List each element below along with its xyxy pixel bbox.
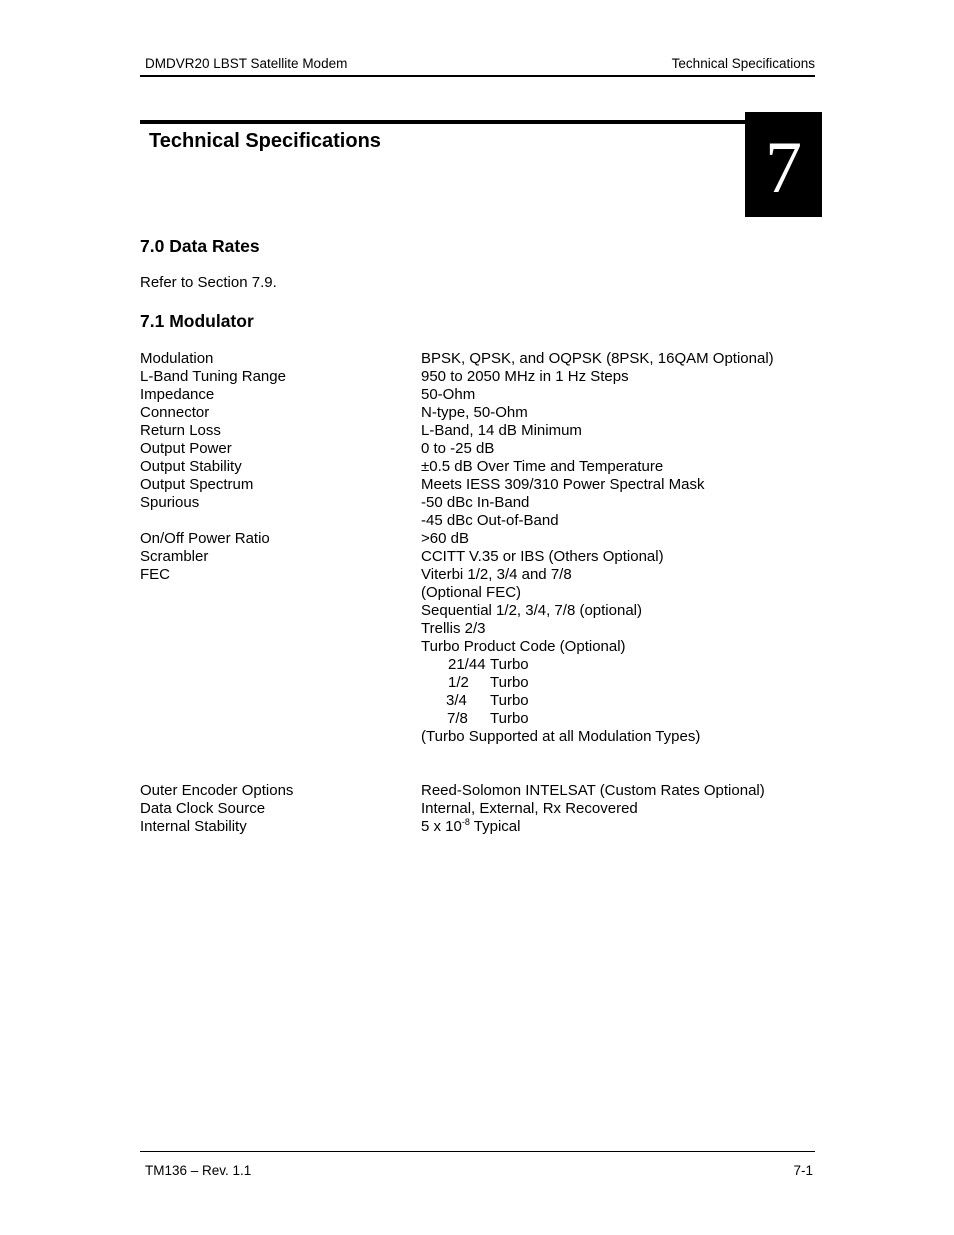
- spec-label: Output Stability: [140, 458, 242, 475]
- header-section-title: Technical Specifications: [671, 56, 815, 71]
- spec-value: Meets IESS 309/310 Power Spectral Mask: [421, 476, 705, 493]
- spec-label: Data Clock Source: [140, 800, 266, 817]
- turbo-rate: 1/2: [448, 674, 469, 691]
- spec-value: Internal, External, Rx Recovered: [421, 800, 638, 817]
- spec-label: Scrambler: [140, 548, 209, 565]
- turbo-label: Turbo: [490, 656, 529, 673]
- page-header: [140, 55, 815, 77]
- spec-value: CCITT V.35 or IBS (Others Optional): [421, 548, 664, 565]
- spec-label: FEC: [140, 566, 170, 583]
- data-rates-text: Refer to Section 7.9.: [140, 274, 277, 291]
- spec-label: Spurious: [140, 494, 200, 511]
- chapter-number-box: [745, 112, 822, 217]
- turbo-rate: 21/44: [448, 656, 486, 673]
- turbo-label: Turbo: [490, 674, 529, 691]
- stability-suffix: Typical: [469, 818, 521, 835]
- spec-label: Internal Stability: [140, 818, 247, 835]
- footer-page-number: 7-1: [793, 1163, 813, 1178]
- spec-label: On/Off Power Ratio: [140, 530, 270, 547]
- spec-value: (Optional FEC): [421, 584, 522, 601]
- spec-label: Impedance: [140, 386, 215, 403]
- spec-label: Modulation: [140, 350, 214, 367]
- stability-base: 5 x 10: [421, 818, 462, 835]
- spec-label: Connector: [140, 404, 210, 421]
- chapter-rule: [140, 120, 745, 124]
- spec-value: 950 to 2050 MHz in 1 Hz Steps: [421, 368, 629, 385]
- turbo-note: (Turbo Supported at all Modulation Types): [421, 728, 701, 745]
- spec-value: BPSK, QPSK, and OQPSK (8PSK, 16QAM Optional): [421, 350, 774, 367]
- spec-value: Turbo Product Code (Optional): [421, 638, 626, 655]
- spec-value: -45 dBc Out-of-Band: [421, 512, 559, 529]
- header-doc-title: DMDVR20 LBST Satellite Modem: [145, 56, 348, 71]
- spec-value: >60 dB: [421, 530, 469, 547]
- spec-label: Output Power: [140, 440, 232, 457]
- spec-label: Return Loss: [140, 422, 221, 439]
- spec-value: 0 to -25 dB: [421, 440, 495, 457]
- spec-value: Sequential 1/2, 3/4, 7/8 (optional): [421, 602, 642, 619]
- chapter-number: 7: [765, 127, 802, 209]
- spec-value: [421, 818, 520, 836]
- section-heading-modulator: 7.1 Modulator: [140, 311, 254, 331]
- spec-label: Outer Encoder Options: [140, 782, 294, 799]
- spec-value: ±0.5 dB Over Time and Temperature: [421, 458, 664, 475]
- footer-doc-rev: TM136 – Rev. 1.1: [145, 1163, 252, 1178]
- spec-value: Trellis 2/3: [421, 620, 486, 637]
- section-heading-data-rates: 7.0 Data Rates: [140, 236, 260, 256]
- spec-label: Output Spectrum: [140, 476, 254, 493]
- turbo-label: Turbo: [490, 710, 529, 727]
- spec-value: L-Band, 14 dB Minimum: [421, 422, 582, 439]
- page-footer: [140, 1151, 815, 1178]
- turbo-rate: 3/4: [446, 692, 467, 709]
- turbo-label: Turbo: [490, 692, 529, 709]
- spec-value: -50 dBc In-Band: [421, 494, 530, 511]
- chapter-title: Technical Specifications: [149, 130, 381, 152]
- spec-value: Viterbi 1/2, 3/4 and 7/8: [421, 566, 572, 583]
- spec-value: 50-Ohm: [421, 386, 476, 403]
- spec-label: L-Band Tuning Range: [140, 368, 286, 385]
- stability-exponent: -8: [461, 817, 470, 827]
- spec-value: Reed-Solomon INTELSAT (Custom Rates Optional): [421, 782, 765, 799]
- spec-value: N-type, 50-Ohm: [421, 404, 528, 421]
- turbo-rate: 7/8: [447, 710, 468, 727]
